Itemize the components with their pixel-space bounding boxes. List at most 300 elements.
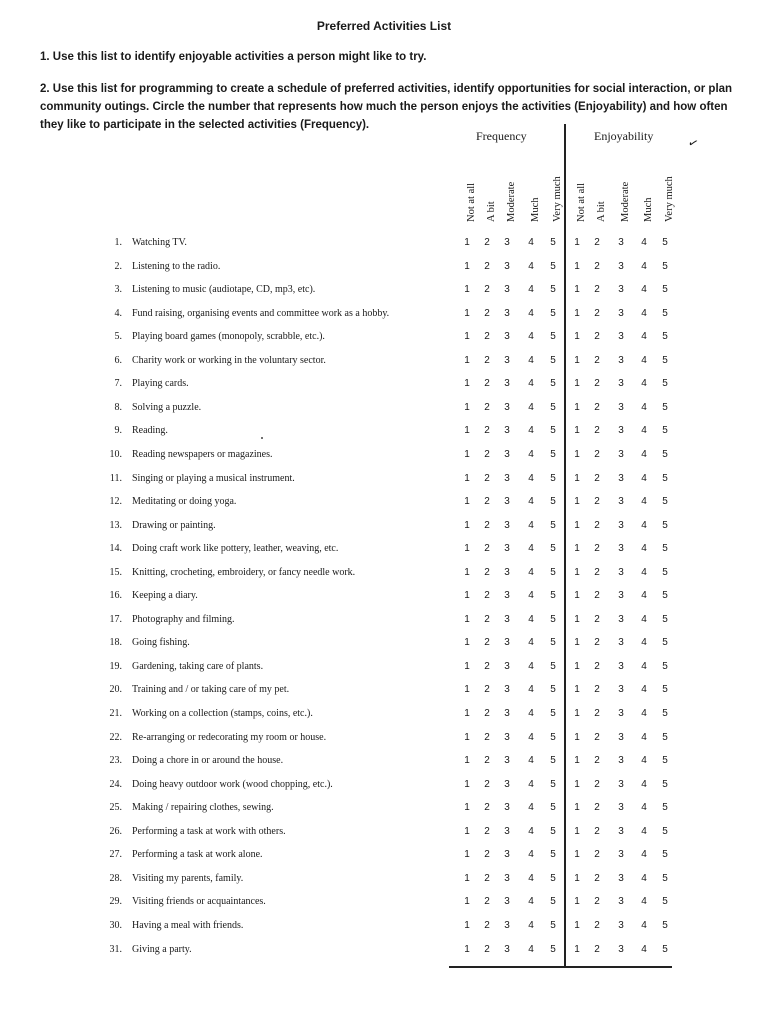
frequency-rating-option[interactable]: 4 [528,872,534,884]
enjoyability-rating-option[interactable]: 2 [594,401,600,413]
frequency-rating-option[interactable]: 4 [528,496,534,508]
enjoyability-rating-option[interactable]: 4 [641,401,647,413]
frequency-rating-option[interactable]: 4 [528,849,534,861]
frequency-rating-option[interactable]: 5 [550,778,556,790]
enjoyability-rating-option[interactable]: 5 [662,237,668,248]
enjoyability-rating-option[interactable]: 2 [594,896,600,908]
enjoyability-rating-option[interactable]: 5 [662,849,668,861]
frequency-rating-option[interactable]: 1 [464,590,470,602]
enjoyability-rating-option[interactable]: 5 [662,802,668,814]
enjoyability-rating-option[interactable]: 4 [641,637,647,649]
enjoyability-rating-option[interactable]: 5 [662,472,668,484]
enjoyability-rating-option[interactable]: 3 [618,354,624,366]
frequency-rating-option[interactable]: 4 [528,354,534,366]
enjoyability-rating-option[interactable]: 4 [641,378,647,390]
enjoyability-rating-option[interactable]: 5 [662,755,668,767]
frequency-rating-option[interactable]: 1 [464,708,470,719]
enjoyability-rating-option[interactable]: 3 [618,543,624,555]
frequency-rating-option[interactable]: 2 [484,802,490,814]
frequency-rating-option[interactable]: 2 [484,637,490,649]
frequency-rating-option[interactable]: 5 [550,566,556,578]
frequency-rating-option[interactable]: 1 [464,849,470,861]
frequency-rating-option[interactable]: 4 [528,448,534,460]
enjoyability-rating-option[interactable]: 3 [618,566,624,578]
enjoyability-rating-option[interactable]: 2 [594,543,600,555]
frequency-rating-option[interactable]: 1 [464,425,470,437]
enjoyability-rating-option[interactable]: 1 [574,872,580,884]
frequency-rating-option[interactable]: 5 [550,237,556,248]
enjoyability-rating-option[interactable]: 3 [618,802,624,814]
frequency-rating-option[interactable]: 4 [528,378,534,390]
enjoyability-rating-option[interactable]: 5 [662,543,668,555]
enjoyability-rating-option[interactable]: 2 [594,731,600,743]
enjoyability-rating-option[interactable]: 2 [594,684,600,696]
frequency-rating-option[interactable]: 4 [528,566,534,578]
frequency-rating-option[interactable]: 3 [504,708,510,719]
enjoyability-rating-option[interactable]: 4 [641,448,647,460]
enjoyability-rating-option[interactable]: 4 [641,660,647,672]
enjoyability-rating-option[interactable]: 5 [662,943,668,955]
frequency-rating-option[interactable]: 3 [504,496,510,508]
enjoyability-rating-option[interactable]: 2 [594,613,600,625]
enjoyability-rating-option[interactable]: 4 [641,331,647,343]
frequency-rating-option[interactable]: 5 [550,519,556,531]
enjoyability-rating-option[interactable]: 1 [574,825,580,837]
frequency-rating-option[interactable]: 2 [484,566,490,578]
frequency-rating-option[interactable]: 4 [528,802,534,814]
frequency-rating-option[interactable]: 3 [504,448,510,460]
frequency-rating-option[interactable]: 5 [550,307,556,319]
enjoyability-rating-option[interactable]: 1 [574,519,580,531]
enjoyability-rating-option[interactable]: 5 [662,378,668,390]
frequency-rating-option[interactable]: 1 [464,684,470,696]
frequency-rating-option[interactable]: 5 [550,284,556,296]
frequency-rating-option[interactable]: 3 [504,637,510,649]
enjoyability-rating-option[interactable]: 1 [574,896,580,908]
frequency-rating-option[interactable]: 2 [484,919,490,931]
frequency-rating-option[interactable]: 1 [464,284,470,296]
frequency-rating-option[interactable]: 2 [484,660,490,672]
enjoyability-rating-option[interactable]: 3 [618,778,624,790]
frequency-rating-option[interactable]: 3 [504,825,510,837]
enjoyability-rating-option[interactable]: 4 [641,825,647,837]
enjoyability-rating-option[interactable]: 4 [641,708,647,719]
enjoyability-rating-option[interactable]: 2 [594,802,600,814]
enjoyability-rating-option[interactable]: 4 [641,755,647,767]
frequency-rating-option[interactable]: 5 [550,448,556,460]
enjoyability-rating-option[interactable]: 4 [641,849,647,861]
frequency-rating-option[interactable]: 3 [504,872,510,884]
frequency-rating-option[interactable]: 5 [550,731,556,743]
enjoyability-rating-option[interactable]: 5 [662,613,668,625]
enjoyability-rating-option[interactable]: 1 [574,708,580,719]
enjoyability-rating-option[interactable]: 2 [594,825,600,837]
frequency-rating-option[interactable]: 4 [528,825,534,837]
frequency-rating-option[interactable]: 1 [464,825,470,837]
enjoyability-rating-option[interactable]: 5 [662,872,668,884]
enjoyability-rating-option[interactable]: 5 [662,284,668,296]
enjoyability-rating-option[interactable]: 5 [662,778,668,790]
enjoyability-rating-option[interactable]: 4 [641,684,647,696]
enjoyability-rating-option[interactable]: 3 [618,708,624,719]
enjoyability-rating-option[interactable]: 5 [662,590,668,602]
frequency-rating-option[interactable]: 5 [550,613,556,625]
enjoyability-rating-option[interactable]: 1 [574,802,580,814]
frequency-rating-option[interactable]: 5 [550,684,556,696]
frequency-rating-option[interactable]: 5 [550,425,556,437]
frequency-rating-option[interactable]: 4 [528,731,534,743]
frequency-rating-option[interactable]: 3 [504,684,510,696]
enjoyability-rating-option[interactable]: 4 [641,519,647,531]
frequency-rating-option[interactable]: 2 [484,613,490,625]
enjoyability-rating-option[interactable]: 5 [662,260,668,272]
enjoyability-rating-option[interactable]: 1 [574,237,580,248]
frequency-rating-option[interactable]: 5 [550,260,556,272]
frequency-rating-option[interactable]: 2 [484,543,490,555]
frequency-rating-option[interactable]: 2 [484,731,490,743]
enjoyability-rating-option[interactable]: 3 [618,590,624,602]
frequency-rating-option[interactable]: 5 [550,708,556,719]
enjoyability-rating-option[interactable]: 1 [574,401,580,413]
enjoyability-rating-option[interactable]: 2 [594,637,600,649]
frequency-rating-option[interactable]: 3 [504,660,510,672]
enjoyability-rating-option[interactable]: 3 [618,331,624,343]
frequency-rating-option[interactable]: 3 [504,425,510,437]
enjoyability-rating-option[interactable]: 3 [618,849,624,861]
frequency-rating-option[interactable]: 2 [484,896,490,908]
frequency-rating-option[interactable]: 2 [484,354,490,366]
enjoyability-rating-option[interactable]: 1 [574,684,580,696]
enjoyability-rating-option[interactable]: 3 [618,919,624,931]
enjoyability-rating-option[interactable]: 4 [641,731,647,743]
enjoyability-rating-option[interactable]: 5 [662,637,668,649]
enjoyability-rating-option[interactable]: 2 [594,849,600,861]
frequency-rating-option[interactable]: 5 [550,637,556,649]
enjoyability-rating-option[interactable]: 1 [574,496,580,508]
enjoyability-rating-option[interactable]: 3 [618,472,624,484]
frequency-rating-option[interactable]: 4 [528,519,534,531]
enjoyability-rating-option[interactable]: 2 [594,778,600,790]
frequency-rating-option[interactable]: 4 [528,472,534,484]
frequency-rating-option[interactable]: 1 [464,237,470,248]
frequency-rating-option[interactable]: 2 [484,519,490,531]
enjoyability-rating-option[interactable]: 3 [618,425,624,437]
enjoyability-rating-option[interactable]: 4 [641,872,647,884]
frequency-rating-option[interactable]: 1 [464,896,470,908]
enjoyability-rating-option[interactable]: 3 [618,613,624,625]
enjoyability-rating-option[interactable]: 1 [574,778,580,790]
frequency-rating-option[interactable]: 1 [464,566,470,578]
enjoyability-rating-option[interactable]: 1 [574,354,580,366]
frequency-rating-option[interactable]: 5 [550,496,556,508]
frequency-rating-option[interactable]: 5 [550,849,556,861]
frequency-rating-option[interactable]: 3 [504,590,510,602]
frequency-rating-option[interactable]: 2 [484,825,490,837]
frequency-rating-option[interactable]: 2 [484,943,490,955]
enjoyability-rating-option[interactable]: 4 [641,590,647,602]
frequency-rating-option[interactable]: 4 [528,260,534,272]
enjoyability-rating-option[interactable]: 3 [618,496,624,508]
enjoyability-rating-option[interactable]: 2 [594,472,600,484]
frequency-rating-option[interactable]: 3 [504,896,510,908]
frequency-rating-option[interactable]: 4 [528,425,534,437]
enjoyability-rating-option[interactable]: 2 [594,307,600,319]
enjoyability-rating-option[interactable]: 2 [594,260,600,272]
frequency-rating-option[interactable]: 3 [504,401,510,413]
frequency-rating-option[interactable]: 3 [504,519,510,531]
frequency-rating-option[interactable]: 2 [484,684,490,696]
frequency-rating-option[interactable]: 4 [528,708,534,719]
frequency-rating-option[interactable]: 4 [528,896,534,908]
frequency-rating-option[interactable]: 5 [550,943,556,955]
frequency-rating-option[interactable]: 4 [528,590,534,602]
enjoyability-rating-option[interactable]: 3 [618,872,624,884]
frequency-rating-option[interactable]: 2 [484,378,490,390]
frequency-rating-option[interactable]: 4 [528,637,534,649]
enjoyability-rating-option[interactable]: 4 [641,943,647,955]
enjoyability-rating-option[interactable]: 1 [574,378,580,390]
enjoyability-rating-option[interactable]: 3 [618,519,624,531]
frequency-rating-option[interactable]: 4 [528,943,534,955]
enjoyability-rating-option[interactable]: 1 [574,260,580,272]
frequency-rating-option[interactable]: 2 [484,260,490,272]
enjoyability-rating-option[interactable]: 2 [594,378,600,390]
frequency-rating-option[interactable]: 2 [484,778,490,790]
enjoyability-rating-option[interactable]: 5 [662,354,668,366]
frequency-rating-option[interactable]: 4 [528,331,534,343]
frequency-rating-option[interactable]: 3 [504,802,510,814]
frequency-rating-option[interactable]: 3 [504,284,510,296]
enjoyability-rating-option[interactable]: 1 [574,731,580,743]
enjoyability-rating-option[interactable]: 1 [574,331,580,343]
enjoyability-rating-option[interactable]: 2 [594,919,600,931]
enjoyability-rating-option[interactable]: 5 [662,708,668,719]
frequency-rating-option[interactable]: 2 [484,496,490,508]
frequency-rating-option[interactable]: 1 [464,401,470,413]
enjoyability-rating-option[interactable]: 1 [574,943,580,955]
frequency-rating-option[interactable]: 3 [504,731,510,743]
frequency-rating-option[interactable]: 5 [550,543,556,555]
frequency-rating-option[interactable]: 3 [504,354,510,366]
frequency-rating-option[interactable]: 1 [464,378,470,390]
enjoyability-rating-option[interactable]: 2 [594,284,600,296]
enjoyability-rating-option[interactable]: 5 [662,331,668,343]
frequency-rating-option[interactable]: 5 [550,472,556,484]
enjoyability-rating-option[interactable]: 5 [662,496,668,508]
enjoyability-rating-option[interactable]: 3 [618,896,624,908]
frequency-rating-option[interactable]: 3 [504,613,510,625]
frequency-rating-option[interactable]: 2 [484,849,490,861]
frequency-rating-option[interactable]: 1 [464,755,470,767]
enjoyability-rating-option[interactable]: 4 [641,896,647,908]
frequency-rating-option[interactable]: 4 [528,660,534,672]
frequency-rating-option[interactable]: 5 [550,590,556,602]
enjoyability-rating-option[interactable]: 1 [574,637,580,649]
enjoyability-rating-option[interactable]: 4 [641,307,647,319]
frequency-rating-option[interactable]: 5 [550,660,556,672]
frequency-rating-option[interactable]: 4 [528,778,534,790]
frequency-rating-option[interactable]: 2 [484,872,490,884]
frequency-rating-option[interactable]: 3 [504,307,510,319]
enjoyability-rating-option[interactable]: 5 [662,896,668,908]
enjoyability-rating-option[interactable]: 3 [618,684,624,696]
frequency-rating-option[interactable]: 2 [484,708,490,719]
frequency-rating-option[interactable]: 2 [484,307,490,319]
frequency-rating-option[interactable]: 2 [484,448,490,460]
enjoyability-rating-option[interactable]: 2 [594,331,600,343]
enjoyability-rating-option[interactable]: 2 [594,943,600,955]
frequency-rating-option[interactable]: 1 [464,331,470,343]
enjoyability-rating-option[interactable]: 3 [618,401,624,413]
frequency-rating-option[interactable]: 1 [464,919,470,931]
frequency-rating-option[interactable]: 3 [504,472,510,484]
enjoyability-rating-option[interactable]: 4 [641,237,647,248]
enjoyability-rating-option[interactable]: 2 [594,755,600,767]
enjoyability-rating-option[interactable]: 4 [641,472,647,484]
frequency-rating-option[interactable]: 4 [528,543,534,555]
enjoyability-rating-option[interactable]: 5 [662,448,668,460]
frequency-rating-option[interactable]: 1 [464,802,470,814]
frequency-rating-option[interactable]: 2 [484,331,490,343]
frequency-rating-option[interactable]: 1 [464,307,470,319]
frequency-rating-option[interactable]: 4 [528,307,534,319]
frequency-rating-option[interactable]: 1 [464,778,470,790]
enjoyability-rating-option[interactable]: 2 [594,425,600,437]
enjoyability-rating-option[interactable]: 1 [574,849,580,861]
enjoyability-rating-option[interactable]: 2 [594,660,600,672]
frequency-rating-option[interactable]: 5 [550,919,556,931]
frequency-rating-option[interactable]: 1 [464,472,470,484]
enjoyability-rating-option[interactable]: 4 [641,354,647,366]
frequency-rating-option[interactable]: 3 [504,378,510,390]
enjoyability-rating-option[interactable]: 4 [641,260,647,272]
frequency-rating-option[interactable]: 3 [504,778,510,790]
frequency-rating-option[interactable]: 3 [504,755,510,767]
frequency-rating-option[interactable]: 5 [550,896,556,908]
enjoyability-rating-option[interactable]: 5 [662,307,668,319]
enjoyability-rating-option[interactable]: 4 [641,613,647,625]
frequency-rating-option[interactable]: 5 [550,825,556,837]
frequency-rating-option[interactable]: 1 [464,543,470,555]
enjoyability-rating-option[interactable]: 3 [618,660,624,672]
enjoyability-rating-option[interactable]: 4 [641,778,647,790]
frequency-rating-option[interactable]: 1 [464,260,470,272]
enjoyability-rating-option[interactable]: 5 [662,425,668,437]
frequency-rating-option[interactable]: 5 [550,802,556,814]
enjoyability-rating-option[interactable]: 3 [618,943,624,955]
frequency-rating-option[interactable]: 5 [550,354,556,366]
frequency-rating-option[interactable]: 3 [504,849,510,861]
enjoyability-rating-option[interactable]: 5 [662,825,668,837]
frequency-rating-option[interactable]: 3 [504,237,510,248]
frequency-rating-option[interactable]: 3 [504,943,510,955]
enjoyability-rating-option[interactable]: 3 [618,237,624,248]
frequency-rating-option[interactable]: 5 [550,378,556,390]
enjoyability-rating-option[interactable]: 5 [662,919,668,931]
enjoyability-rating-option[interactable]: 1 [574,660,580,672]
frequency-rating-option[interactable]: 1 [464,872,470,884]
frequency-rating-option[interactable]: 2 [484,284,490,296]
frequency-rating-option[interactable]: 4 [528,919,534,931]
frequency-rating-option[interactable]: 1 [464,637,470,649]
frequency-rating-option[interactable]: 3 [504,543,510,555]
enjoyability-rating-option[interactable]: 1 [574,284,580,296]
frequency-rating-option[interactable]: 4 [528,237,534,248]
frequency-rating-option[interactable]: 2 [484,425,490,437]
frequency-rating-option[interactable]: 1 [464,354,470,366]
enjoyability-rating-option[interactable]: 4 [641,284,647,296]
enjoyability-rating-option[interactable]: 3 [618,284,624,296]
frequency-rating-option[interactable]: 1 [464,943,470,955]
enjoyability-rating-option[interactable]: 4 [641,543,647,555]
enjoyability-rating-option[interactable]: 3 [618,448,624,460]
frequency-rating-option[interactable]: 3 [504,919,510,931]
frequency-rating-option[interactable]: 5 [550,331,556,343]
enjoyability-rating-option[interactable]: 1 [574,543,580,555]
frequency-rating-option[interactable]: 3 [504,331,510,343]
enjoyability-rating-option[interactable]: 5 [662,731,668,743]
enjoyability-rating-option[interactable]: 2 [594,496,600,508]
frequency-rating-option[interactable]: 2 [484,590,490,602]
frequency-rating-option[interactable]: 2 [484,401,490,413]
frequency-rating-option[interactable]: 3 [504,566,510,578]
enjoyability-rating-option[interactable]: 2 [594,590,600,602]
enjoyability-rating-option[interactable]: 3 [618,731,624,743]
frequency-rating-option[interactable]: 5 [550,401,556,413]
enjoyability-rating-option[interactable]: 2 [594,354,600,366]
enjoyability-rating-option[interactable]: 3 [618,637,624,649]
frequency-rating-option[interactable]: 4 [528,684,534,696]
frequency-rating-option[interactable]: 1 [464,660,470,672]
enjoyability-rating-option[interactable]: 2 [594,566,600,578]
enjoyability-rating-option[interactable]: 3 [618,378,624,390]
enjoyability-rating-option[interactable]: 3 [618,260,624,272]
frequency-rating-option[interactable]: 1 [464,519,470,531]
frequency-rating-option[interactable]: 2 [484,237,490,248]
enjoyability-rating-option[interactable]: 1 [574,425,580,437]
enjoyability-rating-option[interactable]: 1 [574,613,580,625]
enjoyability-rating-option[interactable]: 5 [662,401,668,413]
enjoyability-rating-option[interactable]: 2 [594,872,600,884]
frequency-rating-option[interactable]: 2 [484,755,490,767]
enjoyability-rating-option[interactable]: 4 [641,496,647,508]
frequency-rating-option[interactable]: 4 [528,755,534,767]
enjoyability-rating-option[interactable]: 4 [641,425,647,437]
enjoyability-rating-option[interactable]: 2 [594,448,600,460]
frequency-rating-option[interactable]: 1 [464,613,470,625]
frequency-rating-option[interactable]: 1 [464,448,470,460]
frequency-rating-option[interactable]: 4 [528,284,534,296]
enjoyability-rating-option[interactable]: 4 [641,566,647,578]
enjoyability-rating-option[interactable]: 5 [662,660,668,672]
enjoyability-rating-option[interactable]: 1 [574,755,580,767]
enjoyability-rating-option[interactable]: 1 [574,919,580,931]
frequency-rating-option[interactable]: 2 [484,472,490,484]
frequency-rating-option[interactable]: 5 [550,755,556,767]
enjoyability-rating-option[interactable]: 3 [618,755,624,767]
enjoyability-rating-option[interactable]: 2 [594,708,600,719]
enjoyability-rating-option[interactable]: 1 [574,472,580,484]
frequency-rating-option[interactable]: 1 [464,496,470,508]
enjoyability-rating-option[interactable]: 2 [594,519,600,531]
enjoyability-rating-option[interactable]: 3 [618,307,624,319]
enjoyability-rating-option[interactable]: 1 [574,566,580,578]
enjoyability-rating-option[interactable]: 1 [574,590,580,602]
frequency-rating-option[interactable]: 4 [528,613,534,625]
enjoyability-rating-option[interactable]: 2 [594,237,600,248]
enjoyability-rating-option[interactable]: 5 [662,684,668,696]
enjoyability-rating-option[interactable]: 4 [641,919,647,931]
